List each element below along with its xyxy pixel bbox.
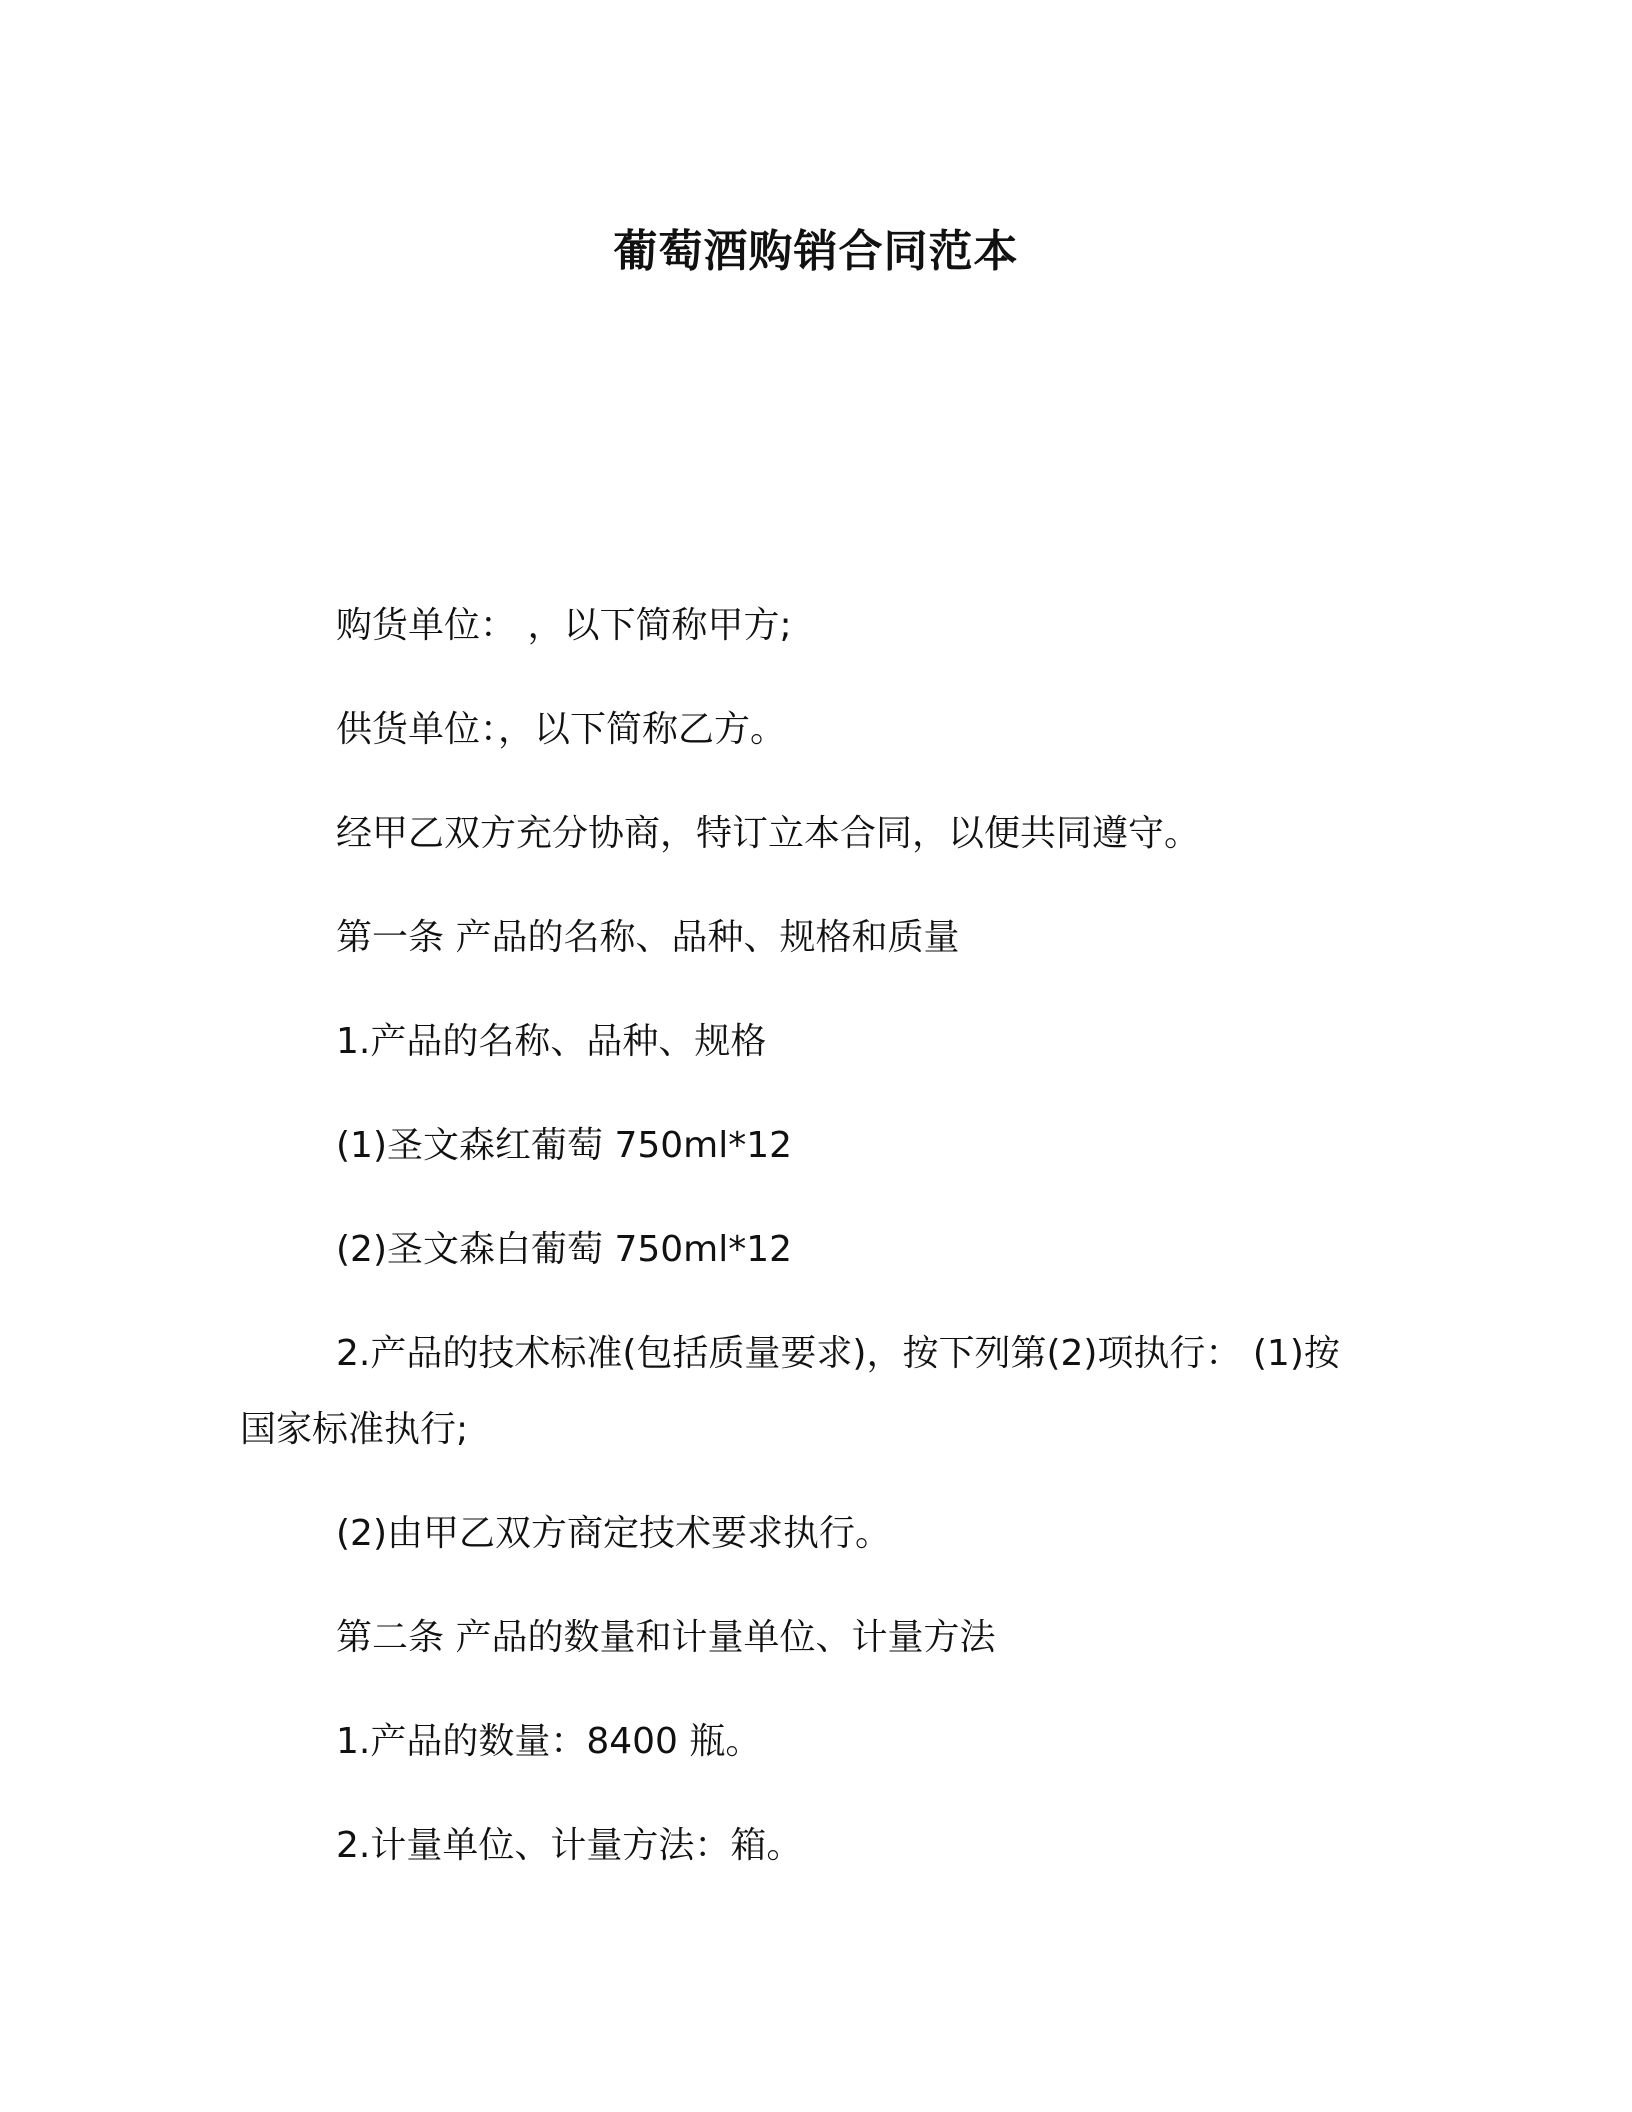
document-body (240, 588, 1370, 1912)
article-1-item-1: 1.产品的名称、品种、规格 (336, 1021, 767, 1062)
paragraph-buyer: 购货单位： ，以下简称甲方; (336, 605, 792, 646)
product-white-wine: (2)圣文森白葡萄 750ml*12 (336, 1229, 793, 1270)
product-red-wine: (1)圣文森红葡萄 750ml*12 (336, 1125, 793, 1166)
article-2-heading: 第二条 产品的数量和计量单位、计量方法 (336, 1617, 996, 1658)
article-1-heading: 第一条 产品的名称、品种、规格和质量 (336, 917, 960, 958)
article-2-item-1: 1.产品的数量：8400 瓶。 (336, 1721, 762, 1762)
article-2-item-2: 2.计量单位、计量方法：箱。 (336, 1825, 803, 1866)
article-1-item-2-option-2: (2)由甲乙双方商定技术要求执行。 (336, 1513, 891, 1554)
paragraph-agreement: 经甲乙双方充分协商，特订立本合同，以便共同遵守。 (336, 813, 1201, 854)
article-1-item-2: 2.产品的技术标准(包括质量要求)，按下列第(2)项执行： (1)按国家标准执行; (240, 1333, 1340, 1450)
document-title: 葡萄酒购销合同范本 (613, 226, 1019, 277)
paragraph-supplier: 供货单位：，以下简称乙方。 (336, 709, 787, 750)
